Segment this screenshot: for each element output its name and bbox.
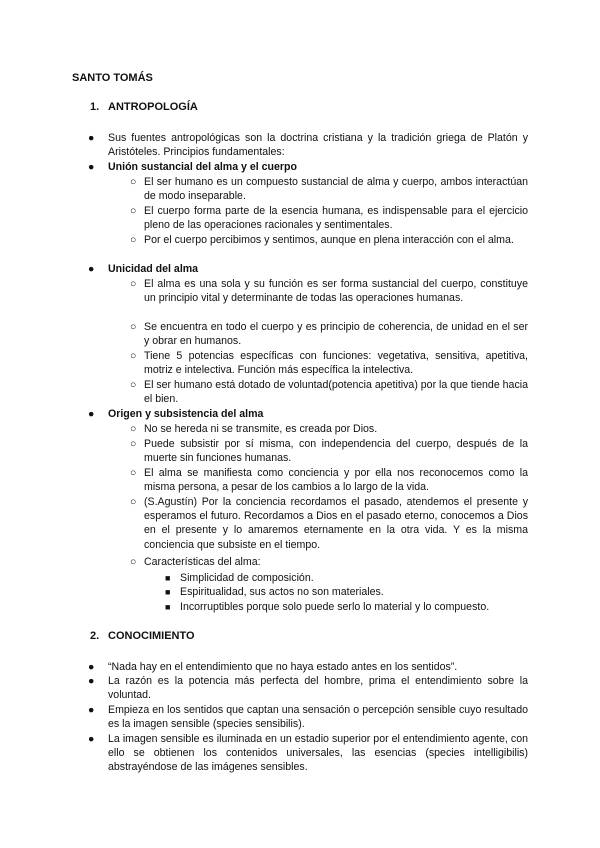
list-item (130, 320, 528, 348)
square-bullet-icon: ■ (165, 573, 171, 583)
sub-list-item (165, 600, 535, 614)
circle-bullet-icon: ○ (130, 205, 137, 217)
list-item (88, 674, 528, 702)
list-item-text: El ser humano es un compuesto sustancial de alma y cuerpo, ambos interactúan de modo inseparable. (144, 176, 528, 203)
list-item-text: El cuerpo forma parte de la esencia humana, es indispensable para el ejercicio pleno de las operaciones racionales y sentimentales. (144, 205, 528, 232)
list-item (88, 703, 528, 731)
list-item (130, 277, 528, 305)
list-item-text: No se hereda ni se transmite, es creada por Dios. (144, 423, 378, 435)
list-item-text: Empieza en los sentidos que captan una sensación o percepción sensible cuyo resultado es la imagen sensible (species sensibilis). (108, 704, 528, 731)
list-item (130, 437, 528, 465)
bullet-icon: ● (88, 263, 95, 275)
list-item-text: La imagen sensible es iluminada en un estadio superior por el entendimiento agente, con ello se obtienen los contenidos universales, las esencias (species intelligibilis) abstrayéndose de las imágenes sensibles. (108, 733, 528, 774)
group-heading (88, 262, 528, 276)
list-item-text: Puede subsistir por sí misma, con independencia del cuerpo, después de la muerte sin funciones humanas. (144, 438, 528, 465)
bullet-icon: ● (88, 661, 95, 673)
circle-bullet-icon: ○ (130, 176, 137, 188)
list-item-text: El alma se manifiesta como conciencia y por ella nos reconocemos como la misma persona, a pesar de los cambios a lo largo de la vida. (144, 467, 528, 494)
group-heading-text: Unicidad del alma (108, 263, 199, 275)
list-item (130, 422, 528, 436)
square-bullet-icon: ■ (165, 587, 171, 597)
circle-bullet-icon: ○ (130, 234, 137, 246)
circle-bullet-icon: ○ (130, 350, 137, 362)
list-item (88, 732, 528, 775)
section-number: 2. (90, 630, 100, 642)
group-heading (88, 407, 528, 421)
circle-bullet-icon: ○ (130, 423, 137, 435)
sub-list-item (165, 585, 535, 599)
list-item-text: Tiene 5 potencias específicas con funciones: vegetativa, sensitiva, apetitiva, motriz e intelectiva. Función más específica la intelectiva. (144, 350, 528, 377)
circle-bullet-icon: ○ (130, 278, 137, 290)
bullet-icon: ● (88, 132, 95, 144)
list-item (130, 204, 528, 232)
list-item-text: Por el cuerpo percibimos y sentimos, aunque en plena interacción con el alma. (144, 234, 514, 246)
list-item-text: Espiritualidad, sus actos no son materiales. (180, 586, 384, 598)
section-title: CONOCIMIENTO (108, 630, 195, 642)
list-item-text: (S.Agustín) Por la conciencia recordamos el pasado, atendemos el presente y esperamos el futuro. Recordamos a Dios en el pasado eterno, conocemos a Dios en el presente y lo amaremos eternamente en la otra vida. Y es la misma conciencia que subsiste en el tiempo. (144, 496, 528, 551)
list-item-text: La razón es la potencia más perfecta del hombre, prima el entendimiento sobre la voluntad. (108, 675, 528, 702)
list-item (88, 660, 528, 674)
section-number: 1. (90, 101, 100, 113)
list-item (130, 378, 528, 406)
list-item-text: Se encuentra en todo el cuerpo y es principio de coherencia, de unidad en el ser y obrar en humanos. (144, 321, 528, 348)
sub-list-item (165, 571, 535, 585)
square-bullet-icon: ■ (165, 602, 171, 612)
document-title: SANTO TOMÁS (72, 72, 153, 84)
list-item (88, 131, 528, 159)
list-item (130, 495, 528, 552)
circle-bullet-icon: ○ (130, 438, 137, 450)
list-item-text: “Nada hay en el entendimiento que no haya estado antes en los sentidos”. (108, 661, 458, 673)
circle-bullet-icon: ○ (130, 496, 137, 508)
group-heading-text: Origen y subsistencia del alma (108, 408, 264, 420)
list-item-text: El alma es una sola y su función es ser forma sustancial del cuerpo, constituye un principio vital y determinante de todas las operaciones humanas. (144, 278, 528, 305)
circle-bullet-icon: ○ (130, 379, 137, 391)
bullet-icon: ● (88, 704, 95, 716)
group-heading-text: Unión sustancial del alma y el cuerpo (108, 161, 297, 173)
group-heading (88, 160, 528, 174)
circle-bullet-icon: ○ (130, 556, 137, 568)
bullet-icon: ● (88, 733, 95, 745)
list-item-text: El ser humano está dotado de voluntad(potencia apetitiva) por la que tiende hacia el bien. (144, 379, 528, 406)
list-item (130, 233, 528, 247)
list-item-text: Sus fuentes antropológicas son la doctrina cristiana y la tradición griega de Platón y Aristóteles. Principios fundamentales: (108, 132, 528, 159)
list-item-text: Simplicidad de composición. (180, 572, 314, 584)
section-title: ANTROPOLOGÍA (108, 101, 198, 113)
list-item (130, 466, 528, 494)
bullet-icon: ● (88, 408, 95, 420)
list-item (130, 555, 528, 569)
list-item-text: Incorruptibles porque solo puede serlo lo material y lo compuesto. (180, 601, 490, 613)
circle-bullet-icon: ○ (130, 467, 137, 479)
bullet-icon: ● (88, 161, 95, 173)
bullet-icon: ● (88, 675, 95, 687)
list-item (130, 349, 528, 377)
list-item-text: Características del alma: (144, 556, 261, 568)
list-item (130, 175, 528, 203)
circle-bullet-icon: ○ (130, 321, 137, 333)
